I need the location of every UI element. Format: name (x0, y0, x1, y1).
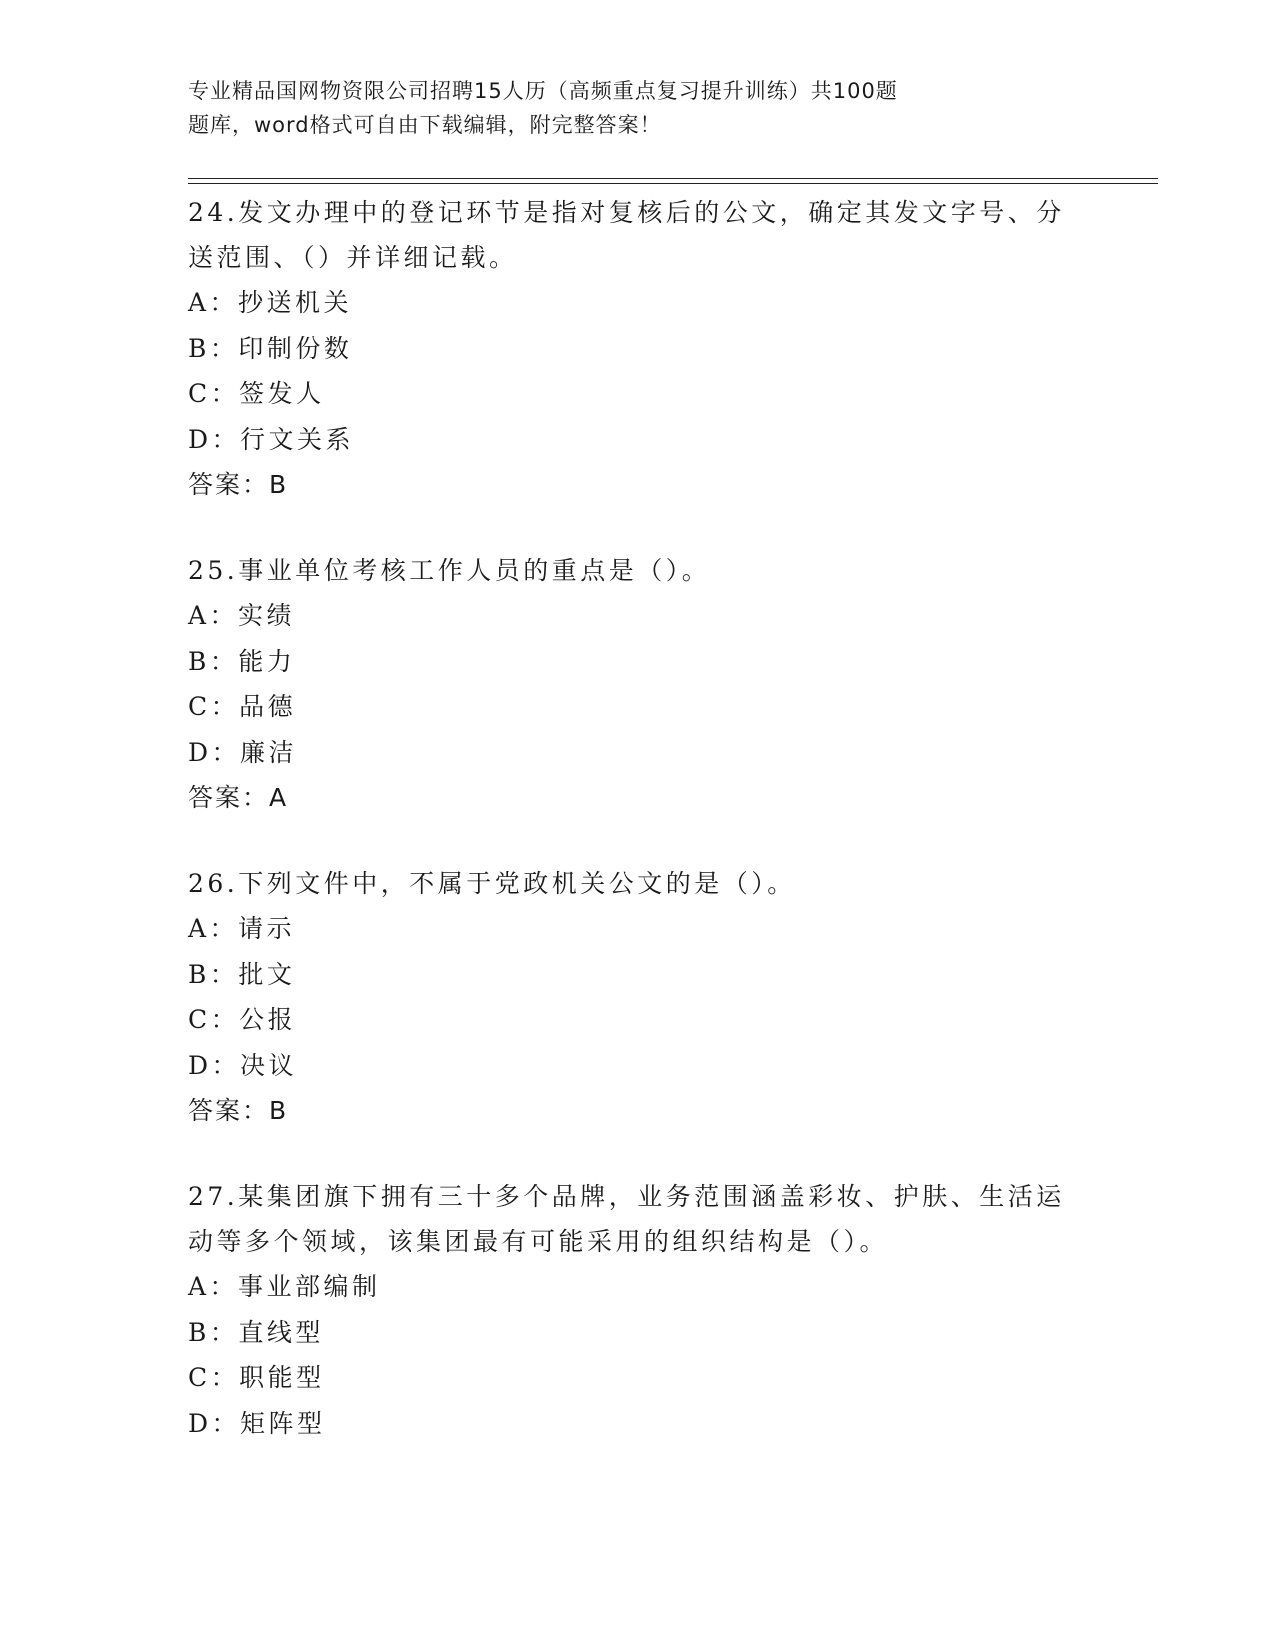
header-line-2: 题库，word格式可自由下载编辑，附完整答案！ (188, 113, 662, 137)
header-divider-top (188, 178, 1158, 179)
option-c: C：签发人 (188, 379, 325, 408)
answer: 答案：A (188, 783, 289, 812)
option-b: B：直线型 (188, 1317, 324, 1347)
question-stem: 26.下列文件中，不属于党政机关公文的是（）。 (188, 869, 796, 898)
question-24 (188, 190, 1088, 508)
option-c: C：职能型 (188, 1363, 325, 1392)
option-a: A：请示 (188, 914, 296, 943)
option-b: B：批文 (188, 959, 296, 989)
option-d: D：行文关系 (188, 424, 355, 454)
option-b: B：印制份数 (188, 333, 353, 363)
option-b: B：能力 (188, 646, 296, 676)
option-a: A：事业部编制 (188, 1272, 381, 1301)
question-stem: 24.发文办理中的登记环节是指对复核后的公文，确定其发文字号、分 (188, 198, 1065, 227)
question-stem: 27.某集团旗下拥有三十多个品牌，业务范围涵盖彩妆、护肤、生活运 (188, 1182, 1065, 1211)
header-divider-bottom (188, 183, 1158, 184)
question-26 (188, 861, 1088, 1134)
question-list (188, 190, 1088, 1486)
question-27 (188, 1174, 1088, 1446)
option-c: C：公报 (188, 1005, 297, 1034)
header-line-1: 专业精品国网物资限公司招聘15人历（高频重点复习提升训练）共100题 (188, 79, 898, 103)
question-25 (188, 548, 1088, 821)
option-d: D：决议 (188, 1050, 298, 1080)
option-d: D：廉洁 (188, 737, 298, 767)
question-stem-continued: 送范围、（）并详细记载。 (188, 243, 518, 272)
answer: 答案：B (188, 470, 289, 499)
question-stem-continued: 动等多个领域，该集团最有可能采用的组织结构是（）。 (188, 1227, 889, 1256)
option-c: C：品德 (188, 692, 297, 721)
document-header (188, 74, 1068, 142)
option-d: D：矩阵型 (188, 1408, 326, 1438)
question-stem: 25.事业单位考核工作人员的重点是（）。 (188, 556, 711, 585)
option-a: A：抄送机关 (188, 288, 353, 317)
answer: 答案：B (188, 1096, 289, 1125)
option-a: A：实绩 (188, 601, 296, 630)
